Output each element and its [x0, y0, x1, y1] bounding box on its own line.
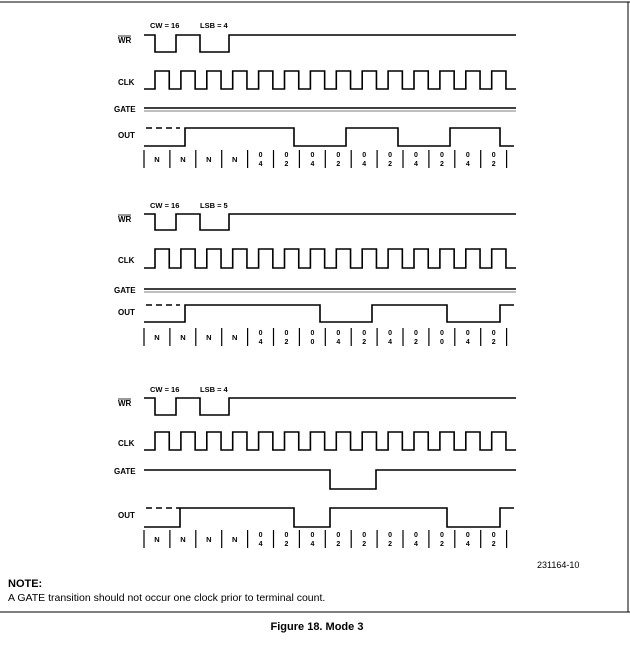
out-waveform: [144, 128, 514, 146]
lsb-annotation: LSB = 5: [200, 201, 228, 210]
count-value: N: [180, 535, 186, 544]
figure-id: 231164-10: [537, 560, 580, 570]
count-digit-high: 0: [414, 152, 418, 159]
out-waveform: [144, 305, 514, 322]
count-digit-low: 2: [284, 541, 289, 548]
count-digit-low: 2: [414, 339, 418, 346]
count-digit-low: 2: [439, 161, 444, 168]
count-digit-low: 4: [258, 339, 263, 346]
count-value: N: [206, 535, 212, 544]
count-value: N: [206, 333, 212, 342]
count-digit-high: 0: [465, 330, 470, 337]
count-digit-high: 0: [439, 532, 444, 539]
clk-waveform: [144, 432, 516, 450]
count-digit-high: 0: [284, 330, 289, 337]
count-digit-high: 0: [388, 532, 393, 539]
count-digit-high: 0: [336, 330, 341, 337]
count-digit-low: 2: [336, 161, 341, 168]
count-digit-high: 0: [310, 152, 315, 159]
count-digit-low: 2: [491, 161, 496, 168]
gate-label: GATE: [114, 467, 136, 476]
count-digit-high: 0: [284, 152, 289, 159]
count-digit-high: 0: [414, 330, 418, 337]
count-digit-low: 4: [258, 541, 263, 548]
count-digit-low: 2: [388, 161, 393, 168]
count-digit-high: 0: [284, 532, 289, 539]
count-digit-low: 2: [362, 339, 367, 346]
count-digit-high: 0: [491, 152, 496, 159]
count-digit-low: 4: [388, 339, 393, 346]
count-digit-high: 0: [362, 330, 367, 337]
count-digit-low: 2: [284, 161, 289, 168]
count-value: N: [180, 333, 186, 342]
count-digit-high: 0: [258, 152, 263, 159]
out-label: OUT: [118, 511, 135, 520]
count-digit-high: 0: [388, 330, 393, 337]
count-value: N: [154, 155, 160, 164]
count-value: N: [231, 155, 238, 164]
count-digit-low: 2: [388, 541, 393, 548]
wr-waveform: [144, 398, 516, 415]
out-label: OUT: [118, 131, 135, 140]
count-digit-high: 0: [465, 152, 470, 159]
timing-panel-2: [114, 201, 516, 346]
cw-annotation: CW = 16: [150, 385, 180, 394]
wr-waveform: [144, 35, 516, 52]
clk-label: CLK: [118, 78, 135, 87]
clk-label: CLK: [118, 439, 135, 448]
clk-label: CLK: [118, 256, 135, 265]
count-value: N: [180, 155, 186, 164]
lsb-annotation: LSB = 4: [200, 385, 228, 394]
lsb-annotation: LSB = 4: [200, 21, 228, 30]
gate-waveform: [144, 470, 516, 489]
count-digit-high: 0: [310, 330, 315, 337]
count-value: N: [231, 535, 238, 544]
count-digit-low: 4: [310, 541, 315, 548]
count-digit-low: 4: [465, 161, 470, 168]
count-digit-low: 4: [414, 161, 418, 168]
cw-annotation: CW = 16: [150, 201, 180, 210]
count-value: N: [206, 155, 212, 164]
cw-annotation: CW = 16: [150, 21, 180, 30]
count-digit-high: 0: [439, 152, 444, 159]
count-digit-high: 0: [491, 330, 496, 337]
count-digit-high: 0: [362, 532, 367, 539]
count-digit-low: 4: [465, 541, 470, 548]
clk-waveform: [144, 249, 516, 268]
wr-label: WR: [118, 36, 132, 45]
wr-label: WR: [118, 399, 132, 408]
out-label: OUT: [118, 308, 135, 317]
count-digit-low: 2: [439, 541, 444, 548]
count-value: N: [154, 535, 160, 544]
count-digit-high: 0: [414, 532, 418, 539]
count-digit-low: 4: [362, 161, 367, 168]
timing-panel-3: [114, 385, 516, 548]
count-digit-low: 4: [258, 161, 263, 168]
note-title: NOTE:: [8, 578, 43, 590]
count-digit-high: 0: [491, 532, 496, 539]
note-text: A GATE transition should not occur one clock prior to terminal count.: [8, 592, 326, 604]
count-value: N: [231, 333, 238, 342]
count-digit-low: 2: [336, 541, 341, 548]
count-digit-high: 0: [336, 532, 341, 539]
count-digit-high: 0: [465, 532, 470, 539]
wr-waveform: [144, 214, 516, 230]
gate-label: GATE: [114, 105, 136, 114]
out-waveform: [144, 508, 514, 527]
count-digit-low: 2: [284, 339, 289, 346]
count-digit-low: 0: [439, 339, 444, 346]
clk-waveform: [144, 71, 516, 89]
count-digit-low: 2: [491, 339, 496, 346]
count-digit-high: 0: [258, 532, 263, 539]
count-digit-low: 4: [465, 339, 470, 346]
count-digit-high: 0: [310, 532, 315, 539]
count-digit-high: 0: [258, 330, 263, 337]
wr-label: WR: [118, 215, 132, 224]
count-digit-low: 2: [362, 541, 367, 548]
count-digit-low: 4: [310, 161, 315, 168]
count-digit-low: 2: [491, 541, 496, 548]
count-digit-high: 0: [439, 330, 444, 337]
count-digit-high: 0: [336, 152, 341, 159]
figure-caption: Figure 18. Mode 3: [270, 621, 364, 633]
count-value: N: [154, 333, 160, 342]
count-digit-low: 4: [336, 339, 341, 346]
count-digit-low: 0: [310, 339, 315, 346]
count-digit-high: 0: [388, 152, 393, 159]
count-digit-low: 4: [414, 541, 418, 548]
timing-panel-1: [114, 21, 516, 168]
gate-label: GATE: [114, 286, 136, 295]
count-digit-high: 0: [362, 152, 367, 159]
